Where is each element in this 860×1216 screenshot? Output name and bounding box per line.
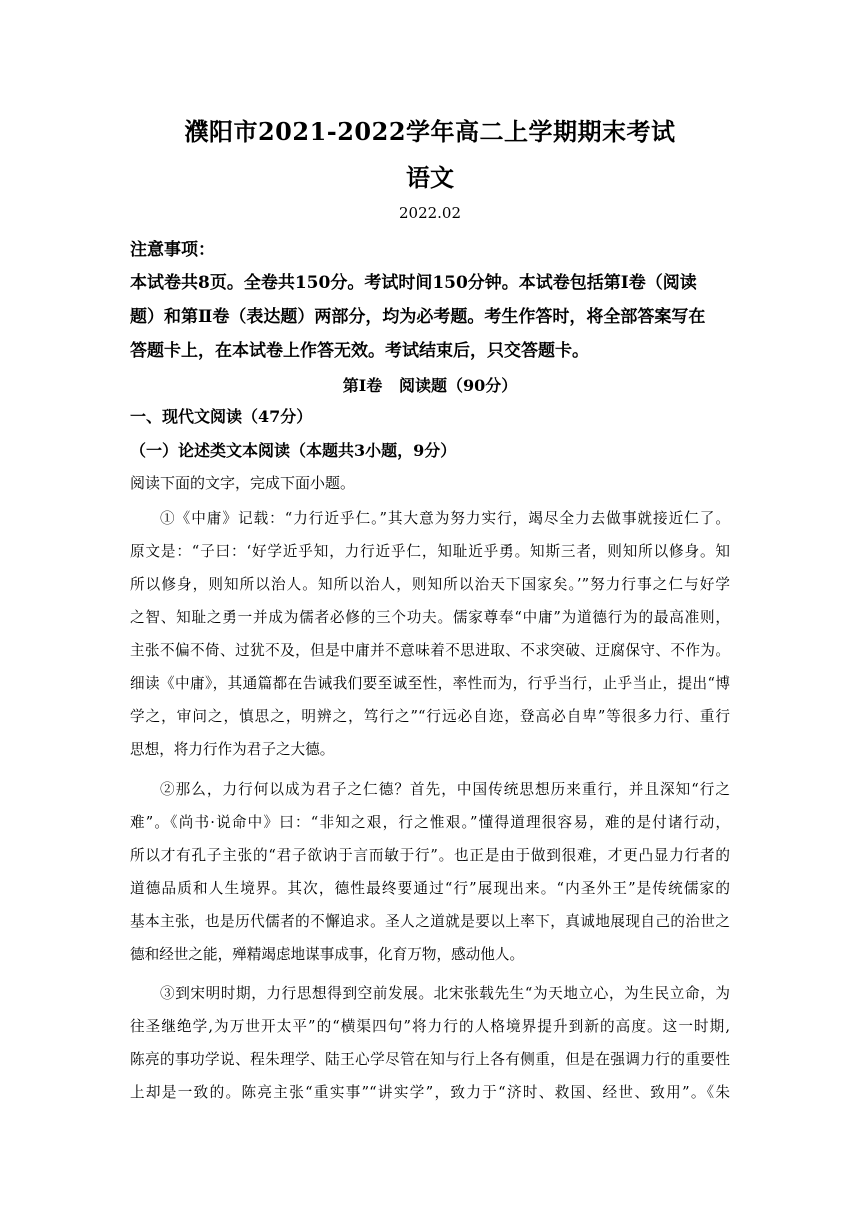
paragraph-1-line: 细读《中庸》，其通篇都在告诫我们要至诚至性，率性而为，行乎当行，止乎当止，提出“博: [130, 675, 730, 692]
paragraph-3-line: 往圣继绝学,为万世开太平”的“横渠四句”将力行的人格境界提升到新的高度。这一时期,: [130, 1018, 730, 1035]
exam-title: 濮阳市2021-2022学年高二上学期期末考试: [184, 117, 676, 146]
subsection1-heading: （一）论述类文本阅读（本题共3小题，9分）: [130, 441, 457, 460]
paragraph-2-line: 基本主张，也是历代儒者的不懈追求。圣人之道就是要以上率下，真诚地展现自己的治世之: [130, 913, 730, 930]
paragraph-1-line: 之智、知耻之勇一并成为儒者必修的三个功夫。儒家尊奉“中庸”为道德行为的最高准则，: [130, 609, 730, 626]
paragraph-1-line: ①《中庸》记载：“力行近乎仁。”其大意为努力实行，竭尽全力去做事就接近仁了。: [160, 510, 730, 527]
part1-heading: 第Ⅰ卷 阅读题（90分）: [342, 376, 518, 395]
paragraph-1-line: 原文是：“子曰：‘好学近乎知，力行近乎仁，知耻近乎勇。知斯三者，则知所以修身。知: [130, 543, 730, 560]
notice-line: 题）和第Ⅱ卷（表达题）两部分，均为必考题。考生作答时，将全部答案写在: [130, 307, 706, 327]
notice-line: 本试卷共8页。全卷共150分。考试时间150分钟。本试卷包括第Ⅰ卷（阅读: [130, 273, 697, 293]
paragraph-1-line: 学之，审问之，慎思之，明辨之，笃行之”“行远必自迩，登高必自卑”等很多力行、重行: [130, 708, 730, 725]
paragraph-2-line: 所以才有孔子主张的“君子欲讷于言而敏于行”。也正是由于做到很难，才更凸显力行者的: [130, 847, 730, 864]
paragraph-3-line: ③到宋明时期，力行思想得到空前发展。北宋张载先生“为天地立心，为生民立命，为: [160, 985, 730, 1002]
section1-heading: 一、现代文阅读（47分）: [130, 407, 313, 426]
notice-line: 答题卡上，在本试卷上作答无效。考试结束后，只交答题卡。: [130, 341, 589, 361]
notice-heading: 注意事项：: [130, 240, 215, 260]
paragraph-1-line: 思想，将力行作为君子之大德。: [130, 741, 335, 758]
paragraph-3-line: 上却是一致的。陈亮主张“重实事”“讲实学”，致力于“济时、救国、经世、致用”。《朱: [130, 1084, 730, 1101]
exam-date: 2022.02: [398, 204, 462, 222]
paragraph-2-line: 道德品质和人生境界。其次，德性最终要通过“行”展现出来。“内圣外王”是传统儒家的: [130, 880, 730, 897]
paragraph-1-line: 主张不偏不倚、过犹不及，但是中庸并不意味着不思进取、不求突破、迂腐保守、不作为。: [130, 642, 730, 659]
reading-instruction: 阅读下面的文字，完成下面小题。: [130, 474, 356, 492]
paragraph-2-line: ②那么，力行何以成为君子之仁德？首先，中国传统思想历来重行，并且深知“行之: [160, 781, 730, 798]
paragraph-1-line: 所以修身，则知所以治人。知所以治人，则知所以治天下国家矣。’”努力行事之仁与好学: [130, 576, 730, 593]
paragraph-2-line: 德和经世之能，殚精竭虑地谋事成事，化育万物，感动他人。: [130, 946, 525, 963]
exam-subject: 语文: [406, 163, 454, 192]
paragraph-3-line: 陈亮的事功学说、程朱理学、陆王心学尽管在知与行上各有侧重，但是在强调力行的重要性: [130, 1051, 730, 1068]
paragraph-2-line: 难”。《尚书·说命中》曰：“非知之艰，行之惟艰。”懂得道理很容易，难的是付诸行动，: [130, 814, 730, 831]
